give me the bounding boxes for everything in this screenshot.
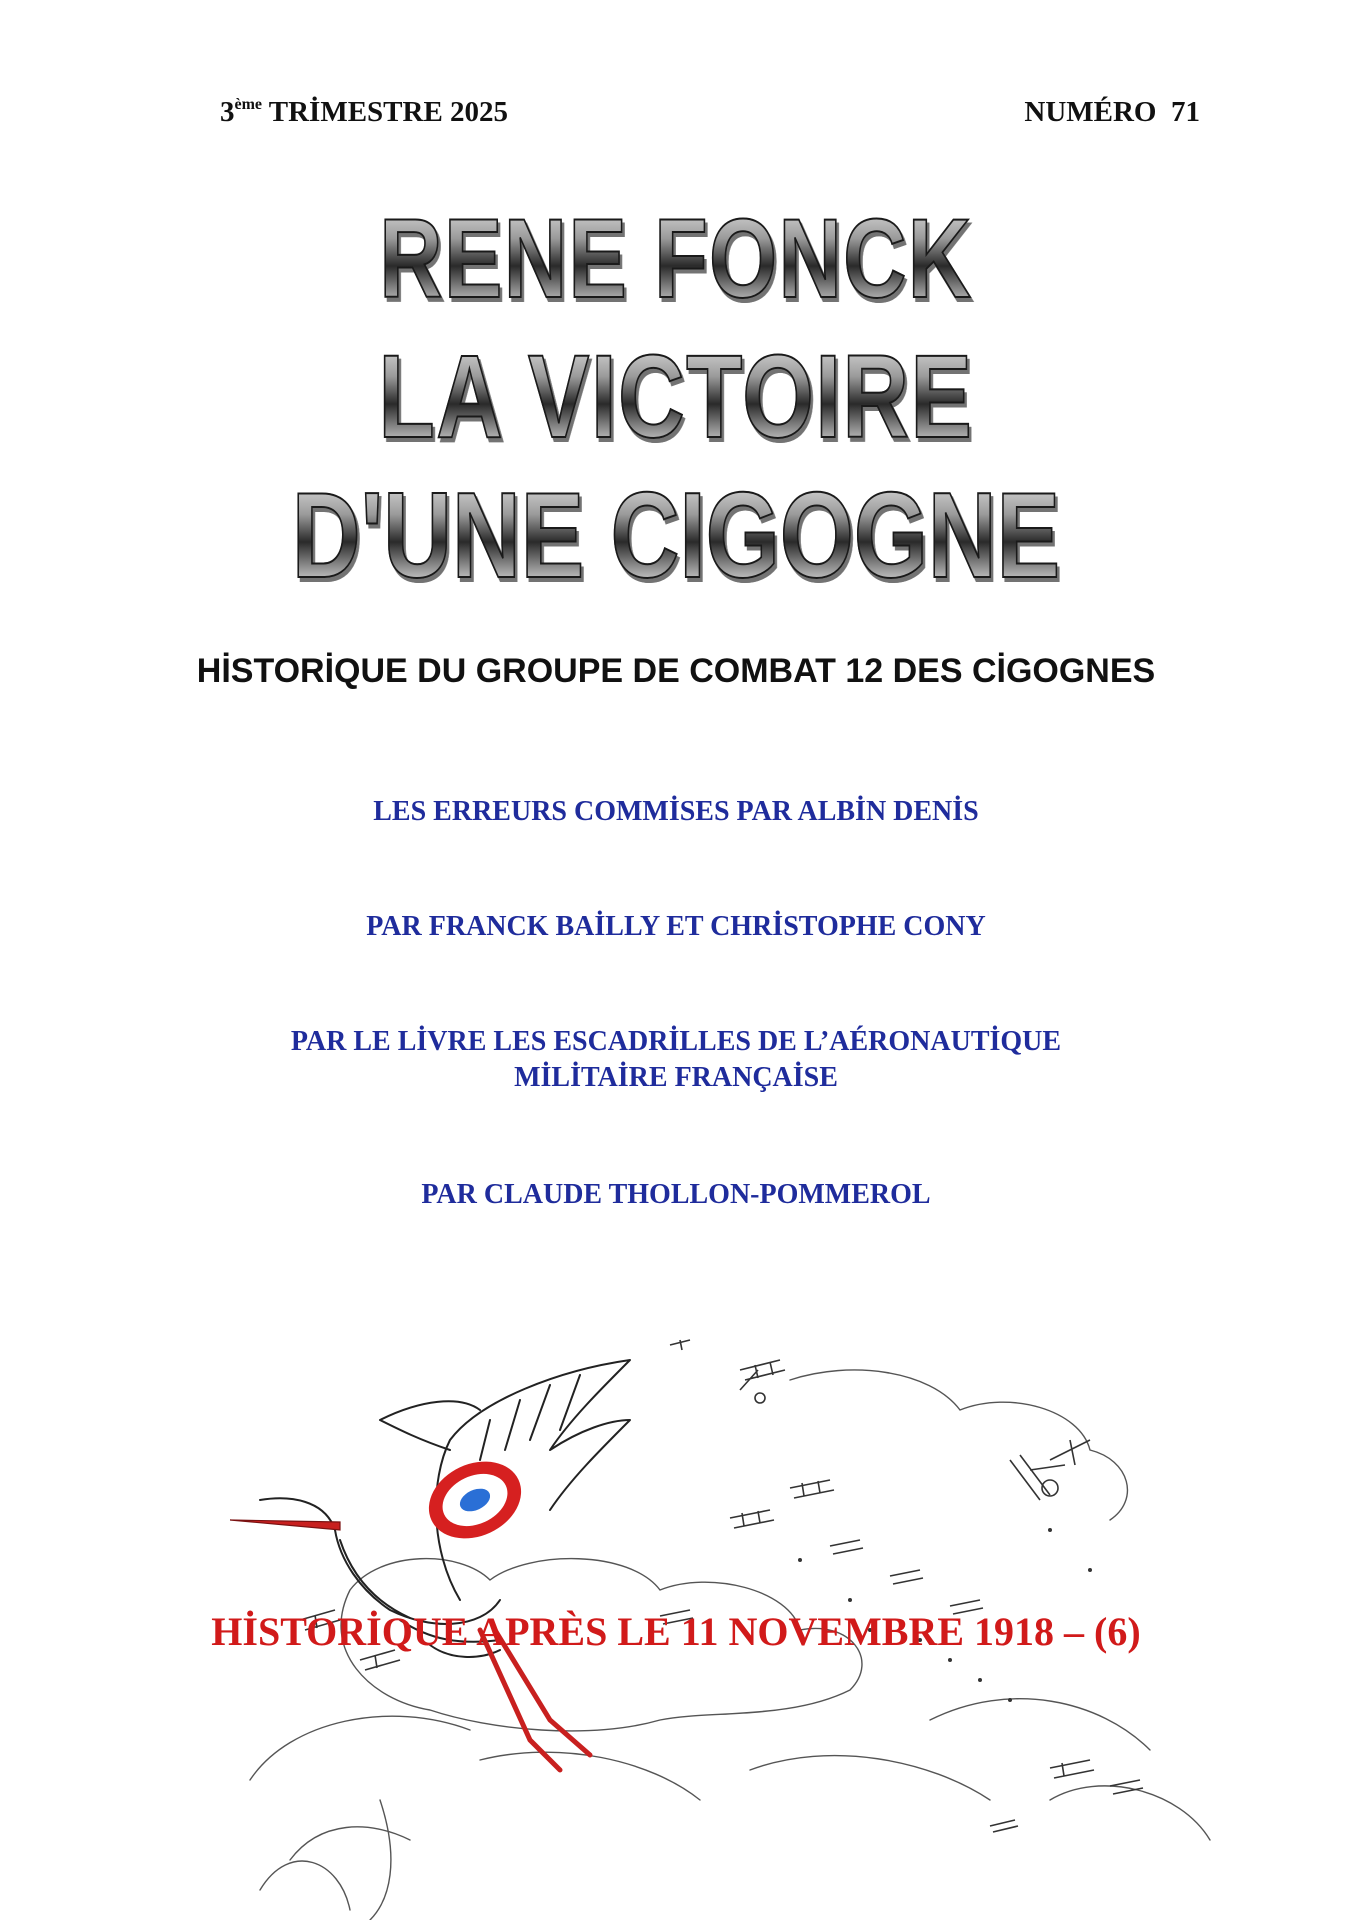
title-line-2: LA VICTOIRE: [149, 328, 1204, 466]
credit-line-book-2: MİLİTAİRE FRANÇAİSE: [514, 1062, 838, 1093]
credit-line-errors: LES ERREURS COMMİSES PAR ALBİN DENİS: [373, 796, 979, 827]
title-line-1: RENE FONCK: [149, 190, 1204, 328]
trimestre-label: 3ème TRİMESTRE 2025: [220, 96, 509, 128]
issue-number: NUMÉRO 71: [1024, 96, 1200, 128]
credit-line-authors: PAR FRANCK BAİLLY ET CHRİSTOPHE CONY: [366, 911, 986, 942]
credit-line-thollon: PAR CLAUDE THOLLON-POMMEROL: [421, 1179, 931, 1210]
credit-line-book: [0, 1024, 1352, 1096]
subtitle: HİSTORİQUE DU GROUPE DE COMBAT 12 DES CİGOGNES: [196, 652, 1156, 690]
main-title: [0, 190, 1352, 604]
credit-line-book-1: PAR LE LİVRE LES ESCADRİLLES DE L’AÉRONAUTİQUE: [290, 1026, 1062, 1057]
issue-header: [220, 96, 1200, 136]
title-line-3: D'UNE CIGOGNE: [149, 466, 1204, 604]
footer-title: HİSTORİQUE APRÈS LE 11 NOVEMBRE 1918 – (6): [211, 1609, 1141, 1654]
